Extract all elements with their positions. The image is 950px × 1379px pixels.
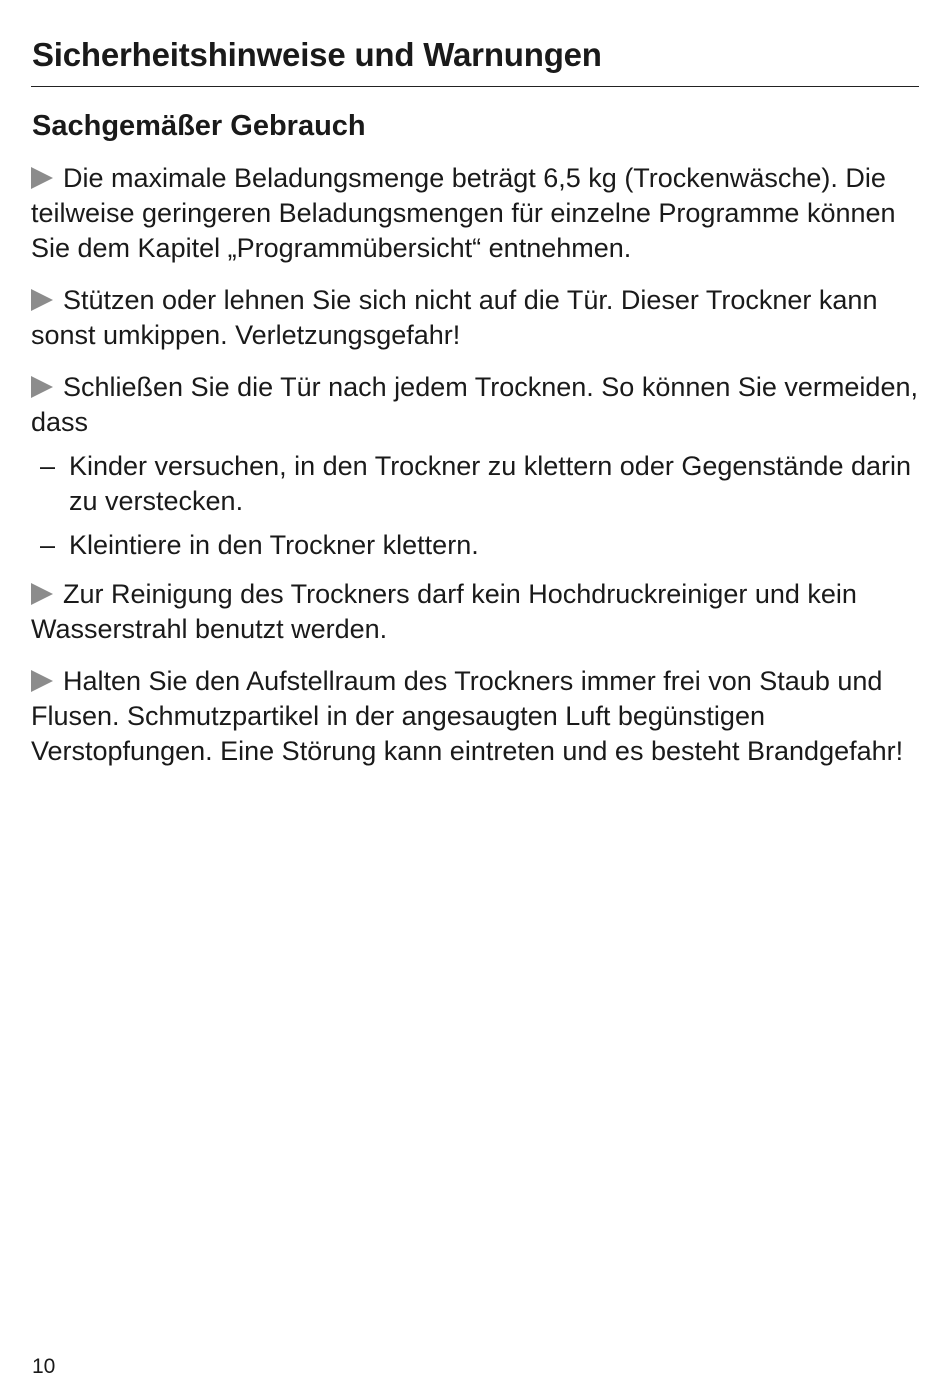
arrow-right-icon — [31, 376, 53, 398]
page-number: 10 — [32, 1355, 56, 1378]
dash-marker: – — [40, 530, 56, 560]
safety-instructions — [31, 161, 919, 786]
instruction-paragraph-1 — [31, 161, 919, 266]
arrow-right-icon — [31, 289, 53, 311]
instruction-paragraph-3 — [31, 370, 919, 440]
dash-list — [31, 449, 919, 563]
instruction-paragraph-4 — [31, 577, 919, 647]
title-divider — [31, 86, 919, 87]
arrow-right-icon — [31, 670, 53, 692]
list-item — [31, 528, 919, 563]
instruction-text: Schließen Sie die Tür nach jedem Trocknen. So können Sie vermeiden, dass — [31, 372, 918, 437]
list-item-text: Kinder versuchen, in den Trockner zu klettern oder Gegenstände darin zu verstecken. — [69, 451, 911, 516]
list-item-text: Kleintiere in den Trockner klettern. — [69, 530, 479, 560]
instruction-text: Die maximale Beladungsmenge beträgt 6,5 kg (Trockenwäsche). Die teilweise geringeren Beladungsmengen für einzelne Programme können Sie dem Kapitel „Programmübersicht“ entnehmen. — [31, 163, 896, 263]
dash-marker: – — [40, 451, 56, 481]
instruction-paragraph-2 — [31, 283, 919, 353]
page-title: Sicherheitshinweise und Warnungen — [32, 36, 602, 73]
instruction-text: Halten Sie den Aufstellraum des Trockners immer frei von Staub und Flusen. Schmutzpartikel in der angesaugten Luft begünstigen Verstopfungen. Eine Störung kann eintreten und es besteht Brandgefahr! — [31, 666, 904, 766]
arrow-right-icon — [31, 167, 53, 189]
instruction-text: Zur Reinigung des Trockners darf kein Hochdruckreiniger und kein Wasserstrahl benutzt werden. — [31, 579, 857, 644]
list-item — [31, 449, 919, 519]
arrow-right-icon — [31, 583, 53, 605]
instruction-text: Stützen oder lehnen Sie sich nicht auf die Tür. Dieser Trockner kann sonst umkippen. Verletzungsgefahr! — [31, 285, 878, 350]
instruction-paragraph-5 — [31, 664, 919, 769]
section-heading: Sachgemäßer Gebrauch — [32, 110, 366, 142]
